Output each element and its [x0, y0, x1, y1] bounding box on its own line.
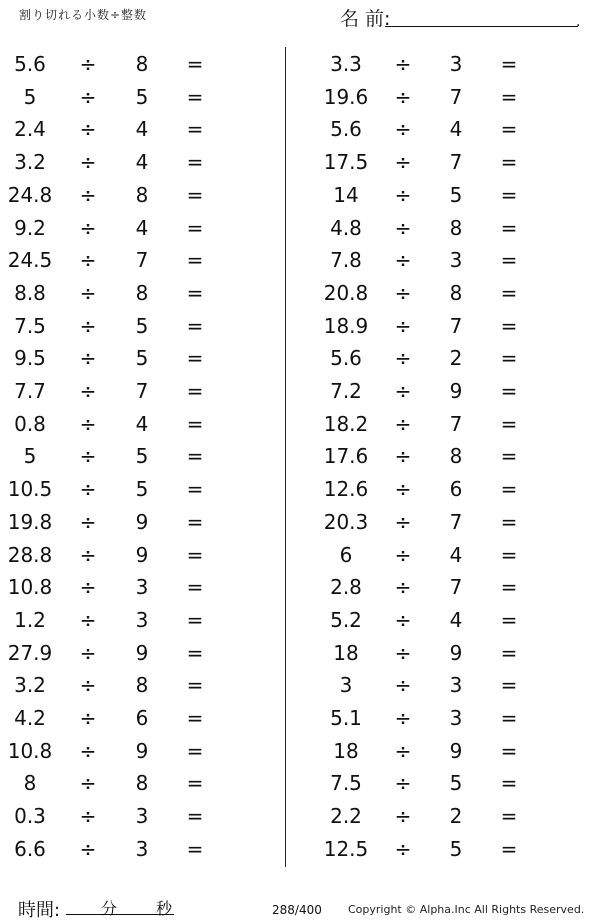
problem-row — [300, 637, 590, 669]
dividend: 5.6 — [14, 52, 46, 76]
dividend: 14 — [333, 182, 359, 207]
division-sign: ÷ — [394, 804, 412, 829]
divisor: 5 — [135, 84, 149, 109]
equals-sign: = — [500, 640, 518, 665]
dividend: 0.3 — [14, 804, 46, 829]
worksheet-title: 割り切れる小数÷整数 — [19, 8, 148, 22]
equals-sign: = — [186, 84, 204, 109]
divisor: 7 — [449, 84, 463, 109]
divisor: 8 — [449, 444, 463, 469]
divisor: 9 — [135, 640, 149, 665]
time-label: 時間: — [18, 900, 61, 921]
divisor: 3 — [135, 804, 149, 829]
equals-sign: = — [186, 836, 204, 861]
divisor: 9 — [449, 379, 463, 403]
equals-sign: = — [500, 248, 518, 273]
divisor: 4 — [135, 150, 149, 175]
dividend: 17.6 — [323, 444, 369, 469]
divisor: 8 — [135, 280, 149, 305]
divisor: 7 — [135, 379, 149, 403]
dividend: 9.5 — [14, 346, 46, 371]
equals-sign: = — [186, 477, 204, 502]
divisor: 6 — [135, 706, 149, 730]
divisor: 4 — [449, 607, 463, 632]
dividend: 9.2 — [14, 215, 46, 240]
problem-row — [0, 81, 290, 113]
dividend: 0.8 — [14, 411, 46, 436]
dividend: 5.6 — [330, 346, 362, 371]
dividend: 10.5 — [7, 477, 53, 502]
equals-sign: = — [186, 640, 204, 665]
dividend: 19.8 — [7, 509, 53, 534]
divisor: 9 — [135, 542, 149, 567]
divisor: 4 — [135, 411, 149, 436]
divisor: 9 — [449, 640, 463, 665]
division-sign: ÷ — [79, 84, 97, 109]
dividend: 5.2 — [330, 607, 362, 632]
problem-row — [0, 146, 290, 178]
problem-row — [0, 604, 290, 636]
problem-row — [0, 48, 290, 80]
dividend: 7.2 — [330, 379, 362, 403]
dividend: 5.1 — [330, 706, 362, 730]
division-sign: ÷ — [79, 182, 97, 207]
equals-sign: = — [186, 607, 204, 632]
dividend: 3.3 — [330, 52, 362, 76]
equals-sign: = — [186, 117, 204, 142]
equals-sign: = — [500, 280, 518, 305]
divisor: 4 — [135, 117, 149, 142]
problem-row — [300, 833, 590, 865]
equals-sign: = — [500, 575, 518, 600]
equals-sign: = — [500, 346, 518, 371]
equals-sign: = — [186, 52, 204, 76]
equals-sign: = — [500, 182, 518, 207]
dividend: 7.8 — [330, 248, 362, 273]
division-sign: ÷ — [394, 215, 412, 240]
equals-sign: = — [186, 738, 204, 763]
dividend: 2.8 — [330, 575, 362, 600]
dividend: 8.8 — [14, 280, 46, 305]
equals-sign: = — [500, 706, 518, 730]
division-sign: ÷ — [394, 509, 412, 534]
problem-row — [0, 408, 290, 440]
dividend: 5 — [23, 84, 37, 109]
problem-row — [300, 767, 590, 799]
division-sign: ÷ — [79, 346, 97, 371]
division-sign: ÷ — [79, 738, 97, 763]
problem-row — [300, 146, 590, 178]
problem-row — [0, 342, 290, 374]
divisor: 8 — [135, 52, 149, 76]
division-sign: ÷ — [394, 640, 412, 665]
dividend: 6 — [339, 542, 353, 567]
division-sign: ÷ — [394, 706, 412, 730]
division-sign: ÷ — [394, 607, 412, 632]
name-blank-line — [385, 26, 578, 27]
division-sign: ÷ — [79, 117, 97, 142]
problem-row — [0, 375, 290, 407]
equals-sign: = — [186, 575, 204, 600]
divisor: 7 — [449, 150, 463, 175]
problem-row — [0, 637, 290, 669]
dividend: 19.6 — [323, 84, 369, 109]
divisor: 3 — [135, 836, 149, 861]
equals-sign: = — [500, 313, 518, 338]
dividend: 7.5 — [14, 313, 46, 338]
equals-sign: = — [186, 673, 204, 698]
problem-row — [300, 440, 590, 472]
equals-sign: = — [186, 280, 204, 305]
division-sign: ÷ — [79, 444, 97, 469]
divisor: 7 — [449, 509, 463, 534]
dividend: 18.9 — [323, 313, 369, 338]
equals-sign: = — [500, 836, 518, 861]
problem-row — [0, 506, 290, 538]
equals-sign: = — [186, 313, 204, 338]
problem-row — [0, 702, 290, 734]
dividend: 10.8 — [7, 738, 53, 763]
dividend: 4.2 — [14, 706, 46, 730]
division-sign: ÷ — [79, 542, 97, 567]
dividend: 24.8 — [7, 182, 53, 207]
dividend: 17.5 — [323, 150, 369, 175]
problem-row — [300, 113, 590, 145]
division-sign: ÷ — [394, 346, 412, 371]
divisor: 5 — [449, 182, 463, 207]
problem-row — [0, 539, 290, 571]
page-count: 288/400 — [272, 903, 322, 917]
problem-row — [300, 473, 590, 505]
equals-sign: = — [186, 411, 204, 436]
divisor: 2 — [449, 346, 463, 371]
division-sign: ÷ — [79, 706, 97, 730]
divisor: 9 — [135, 738, 149, 763]
equals-sign: = — [500, 215, 518, 240]
divisor: 4 — [449, 117, 463, 142]
dividend: 12.6 — [323, 477, 369, 502]
problem-row — [300, 702, 590, 734]
problem-row — [300, 539, 590, 571]
divisor: 5 — [135, 477, 149, 502]
problem-row — [0, 669, 290, 701]
division-sign: ÷ — [79, 477, 97, 502]
problem-row — [300, 375, 590, 407]
division-sign: ÷ — [394, 444, 412, 469]
problem-row — [0, 735, 290, 767]
dividend: 27.9 — [7, 640, 53, 665]
problem-row — [300, 506, 590, 538]
divisor: 7 — [449, 313, 463, 338]
dividend: 8 — [23, 771, 37, 796]
divisor: 6 — [449, 477, 463, 502]
equals-sign: = — [186, 215, 204, 240]
divisor: 3 — [135, 575, 149, 600]
equals-sign: = — [186, 182, 204, 207]
division-sign: ÷ — [394, 542, 412, 567]
minutes-label: 分 — [101, 899, 118, 918]
divisor: 8 — [135, 182, 149, 207]
division-sign: ÷ — [79, 607, 97, 632]
dividend: 20.8 — [323, 280, 369, 305]
division-sign: ÷ — [79, 411, 97, 436]
name-line-dot: . — [576, 14, 581, 30]
equals-sign: = — [186, 804, 204, 829]
equals-sign: = — [186, 150, 204, 175]
divisor: 3 — [449, 673, 463, 698]
equals-sign: = — [500, 509, 518, 534]
problem-row — [300, 212, 590, 244]
problem-row — [300, 277, 590, 309]
name-label: 名 前: — [340, 8, 391, 30]
divisor: 9 — [135, 509, 149, 534]
problem-row — [0, 277, 290, 309]
copyright-notice: Copyright © Alpha.Inc All Rights Reserved. — [348, 903, 585, 916]
dividend: 12.5 — [323, 836, 369, 861]
division-sign: ÷ — [394, 117, 412, 142]
division-sign: ÷ — [79, 640, 97, 665]
division-sign: ÷ — [79, 313, 97, 338]
equals-sign: = — [500, 84, 518, 109]
dividend: 10.8 — [7, 575, 53, 600]
dividend: 2.4 — [14, 117, 46, 142]
division-sign: ÷ — [394, 248, 412, 273]
dividend: 18 — [333, 640, 359, 665]
division-sign: ÷ — [79, 575, 97, 600]
problem-row — [0, 833, 290, 865]
problem-row — [300, 604, 590, 636]
division-sign: ÷ — [394, 477, 412, 502]
problem-row — [0, 473, 290, 505]
problem-row — [0, 800, 290, 832]
problem-row — [300, 571, 590, 603]
problem-row — [300, 244, 590, 276]
division-sign: ÷ — [79, 509, 97, 534]
equals-sign: = — [186, 248, 204, 273]
dividend: 18.2 — [323, 411, 369, 436]
divisor: 5 — [135, 444, 149, 469]
divisor: 8 — [449, 280, 463, 305]
divisor: 2 — [449, 804, 463, 829]
dividend: 5.6 — [330, 117, 362, 142]
division-sign: ÷ — [79, 248, 97, 273]
division-sign: ÷ — [394, 738, 412, 763]
division-sign: ÷ — [394, 280, 412, 305]
divisor: 4 — [449, 542, 463, 567]
dividend: 3.2 — [14, 150, 46, 175]
divisor: 5 — [135, 313, 149, 338]
divisor: 7 — [449, 411, 463, 436]
dividend: 18 — [333, 738, 359, 763]
division-sign: ÷ — [79, 379, 97, 403]
divisor: 8 — [449, 215, 463, 240]
dividend: 20.3 — [323, 509, 369, 534]
dividend: 6.6 — [14, 836, 46, 861]
equals-sign: = — [186, 706, 204, 730]
problem-row — [0, 113, 290, 145]
dividend: 3 — [339, 673, 353, 698]
division-sign: ÷ — [79, 52, 97, 76]
divisor: 9 — [449, 738, 463, 763]
problem-row — [300, 81, 590, 113]
equals-sign: = — [186, 509, 204, 534]
problem-row — [0, 440, 290, 472]
division-sign: ÷ — [394, 52, 412, 76]
division-sign: ÷ — [394, 379, 412, 403]
division-sign: ÷ — [394, 836, 412, 861]
equals-sign: = — [500, 379, 518, 403]
equals-sign: = — [500, 150, 518, 175]
divisor: 7 — [449, 575, 463, 600]
equals-sign: = — [500, 477, 518, 502]
divisor: 4 — [135, 215, 149, 240]
dividend: 7.7 — [14, 379, 46, 403]
equals-sign: = — [500, 607, 518, 632]
divisor: 8 — [135, 673, 149, 698]
problem-row — [300, 669, 590, 701]
equals-sign: = — [500, 117, 518, 142]
divisor: 3 — [449, 706, 463, 730]
equals-sign: = — [500, 738, 518, 763]
equals-sign: = — [186, 379, 204, 403]
division-sign: ÷ — [394, 673, 412, 698]
dividend: 7.5 — [330, 771, 362, 796]
dividend: 3.2 — [14, 673, 46, 698]
problem-row — [0, 244, 290, 276]
equals-sign: = — [500, 804, 518, 829]
division-sign: ÷ — [79, 215, 97, 240]
dividend: 2.2 — [330, 804, 362, 829]
problem-row — [300, 735, 590, 767]
problem-row — [300, 310, 590, 342]
problem-row — [300, 179, 590, 211]
problem-row — [0, 179, 290, 211]
problem-row — [300, 48, 590, 80]
division-sign: ÷ — [79, 804, 97, 829]
equals-sign: = — [186, 542, 204, 567]
divisor: 5 — [135, 346, 149, 371]
dividend: 24.5 — [7, 248, 53, 273]
dividend: 5 — [23, 444, 37, 469]
divisor: 3 — [449, 248, 463, 273]
equals-sign: = — [500, 52, 518, 76]
division-sign: ÷ — [79, 673, 97, 698]
problem-row — [0, 571, 290, 603]
division-sign: ÷ — [394, 182, 412, 207]
equals-sign: = — [500, 771, 518, 796]
divisor: 3 — [449, 52, 463, 76]
division-sign: ÷ — [394, 575, 412, 600]
problem-row — [0, 212, 290, 244]
division-sign: ÷ — [394, 150, 412, 175]
equals-sign: = — [500, 444, 518, 469]
equals-sign: = — [186, 346, 204, 371]
division-sign: ÷ — [79, 836, 97, 861]
problem-row — [0, 310, 290, 342]
problem-row — [300, 342, 590, 374]
division-sign: ÷ — [394, 771, 412, 796]
division-sign: ÷ — [79, 280, 97, 305]
dividend: 28.8 — [7, 542, 53, 567]
divisor: 5 — [449, 836, 463, 861]
division-sign: ÷ — [394, 411, 412, 436]
problem-row — [300, 408, 590, 440]
equals-sign: = — [500, 542, 518, 567]
divisor: 5 — [449, 771, 463, 796]
divisor: 3 — [135, 607, 149, 632]
division-sign: ÷ — [394, 84, 412, 109]
equals-sign: = — [186, 771, 204, 796]
dividend: 4.8 — [330, 215, 362, 240]
equals-sign: = — [186, 444, 204, 469]
division-sign: ÷ — [79, 771, 97, 796]
seconds-label: 秒 — [156, 899, 173, 918]
divisor: 8 — [135, 771, 149, 796]
divisor: 7 — [135, 248, 149, 273]
equals-sign: = — [500, 411, 518, 436]
equals-sign: = — [500, 673, 518, 698]
dividend: 1.2 — [14, 607, 46, 632]
division-sign: ÷ — [394, 313, 412, 338]
division-sign: ÷ — [79, 150, 97, 175]
problem-row — [300, 800, 590, 832]
problem-row — [0, 767, 290, 799]
